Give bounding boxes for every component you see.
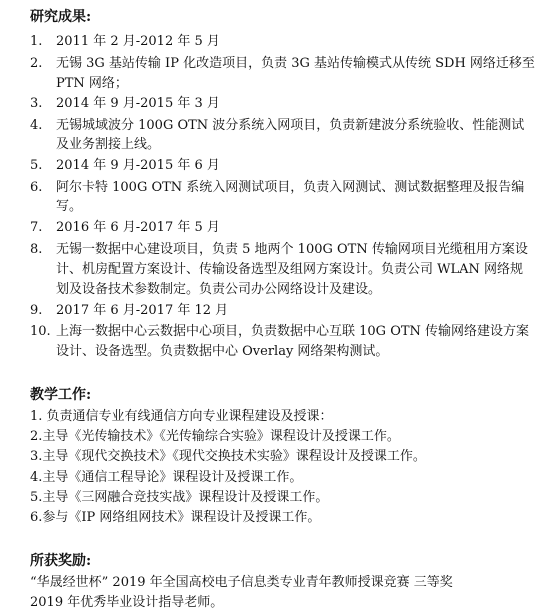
item-text-line: 无锡城域波分 100G OTN 波分系统入网项目，负责新建波分系统验收、性能测试 <box>56 118 525 133</box>
item-text-line: 无锡一数据中心建设项目，负责 5 地两个 100G OTN 传输网项目光缆租用方案设 <box>56 242 528 257</box>
item-text-line: 上海一数据中心云数据中心项目，负责数据中心互联 10G OTN 传输网络建设方案 <box>56 324 530 339</box>
item-number: 7. <box>30 220 43 235</box>
teaching-section-title: 教学工作: <box>30 387 92 403</box>
item-text-line: 2016 年 6 月-2017 年 5 月 <box>56 220 220 235</box>
teaching-item-5: 5.主导《三网融合竞技实战》课程设计及授课工作。 <box>30 490 329 505</box>
item-text-line: 无锡 3G 基站传输 IP 化改造项目，负责 3G 基站传输模式从传统 SDH 网络迁移至 <box>56 56 535 71</box>
item-text-line: 2014 年 9 月-2015 年 3 月 <box>56 96 220 111</box>
item-text-line: 及业务割接上线。 <box>56 137 161 152</box>
teaching-item-6: 6.参与《IP 网络组网技术》课程设计及授课工作。 <box>30 510 321 525</box>
item-number: 4. <box>30 118 43 133</box>
teaching-item-3: 3.主导《现代交换技术》《现代交换技术实验》课程设计及授课工作。 <box>30 449 426 464</box>
awards-section-title: 所获奖励: <box>30 553 92 569</box>
item-text-line: 写。 <box>56 199 83 214</box>
research-section-title: 研究成果: <box>30 9 92 25</box>
item-text-line: 设计、设备选型。负责数据中心 Overlay 网络架构测试。 <box>56 344 389 359</box>
teaching-item-1: 1. 负责通信专业有线通信方向专业课程建设及授课： <box>30 409 333 424</box>
item-number: 9. <box>30 303 43 318</box>
item-text-line: 划及设备技术参数制定。负责公司办公网络设计及建设。 <box>56 282 382 297</box>
item-text-line: PTN 网络； <box>56 76 128 91</box>
award-item-2: 2019 年优秀毕业设计指导老师。 <box>30 595 224 610</box>
award-item-1: “华晟经世杯” 2019 年全国高校电子信息类专业青年教师授课竞赛 三等奖 <box>30 575 453 590</box>
item-text-line: 2017 年 6 月-2017 年 12 月 <box>56 303 229 318</box>
item-text-line: 阿尔卡特 100G OTN 系统入网测试项目，负责入网测试、测试数据整理及报告编 <box>56 180 525 195</box>
item-text-line: 2014 年 9 月-2015 年 6 月 <box>56 158 220 173</box>
item-number: 8. <box>30 242 43 257</box>
teaching-item-2: 2.主导《光传输技术》《光传输综合实验》课程设计及授课工作。 <box>30 429 400 444</box>
teaching-item-4: 4.主导《通信工程导论》课程设计及授课工作。 <box>30 470 303 485</box>
item-number: 3. <box>30 96 43 111</box>
item-text-line: 2011 年 2 月-2012 年 5 月 <box>56 34 220 49</box>
item-number: 1. <box>30 34 43 49</box>
item-number: 10. <box>30 324 51 339</box>
item-number: 5. <box>30 158 43 173</box>
item-text-line: 计、机房配置方案设计、传输设备选型及组网方案设计。负责公司 WLAN 网络规 <box>56 262 524 277</box>
item-number: 6. <box>30 180 43 195</box>
item-number: 2. <box>30 56 43 71</box>
